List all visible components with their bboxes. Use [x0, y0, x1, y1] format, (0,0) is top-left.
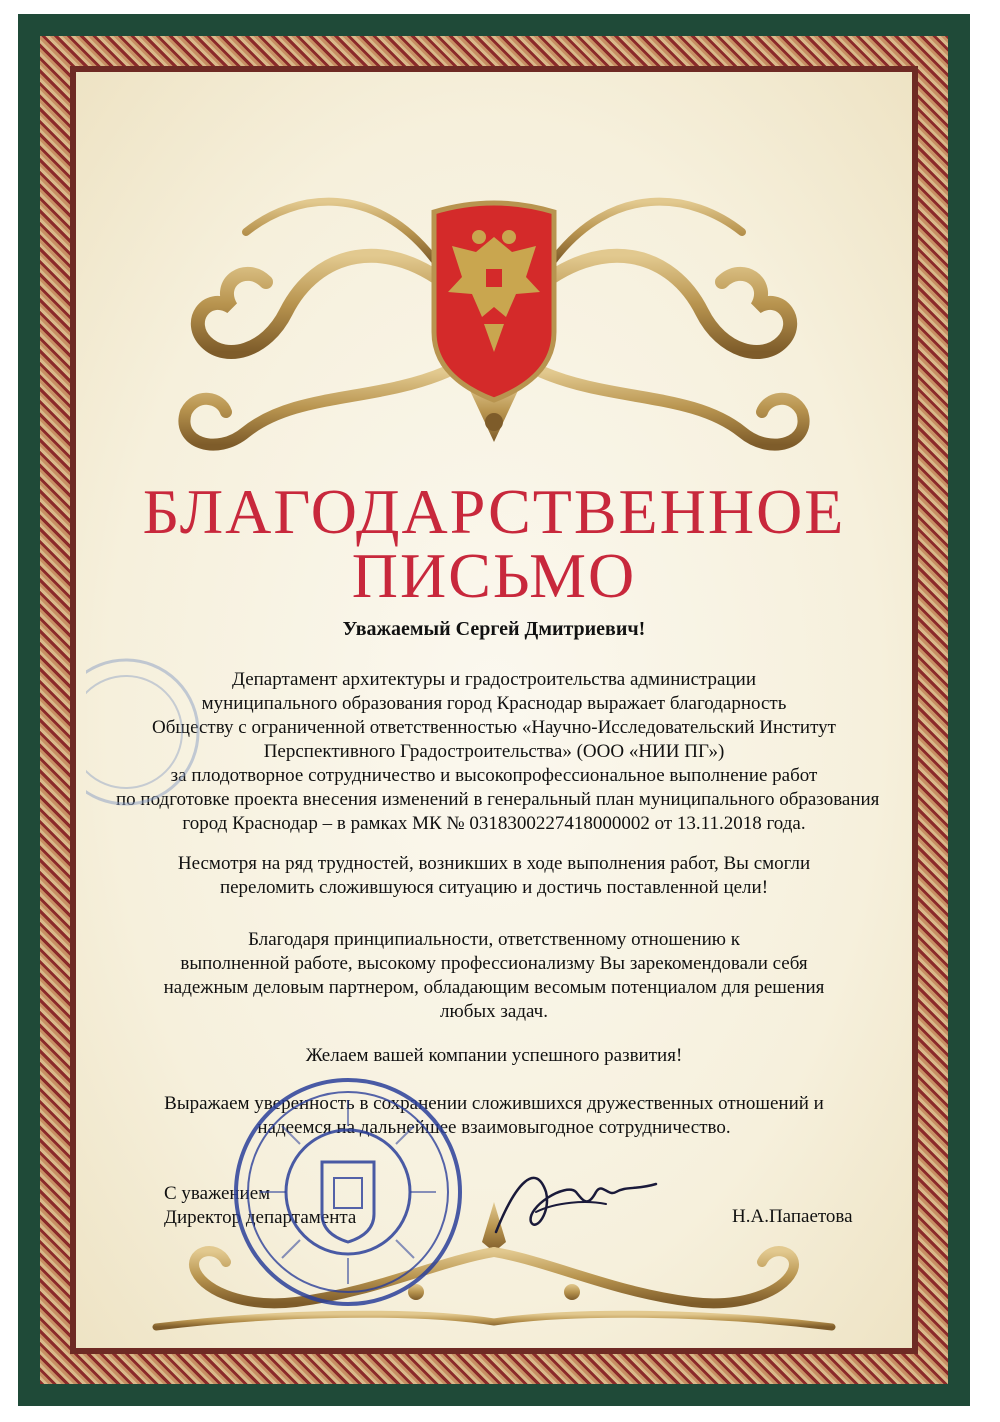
- signature-icon: [476, 1152, 676, 1252]
- text-line: надеемся на дальнейшее взаимовыгодное сотрудничество.: [257, 1117, 731, 1138]
- text-line: Обществу с ограниченной ответственностью «Научно-Исследовательский Институт: [152, 717, 836, 738]
- text-line: по подготовке проекта внесения изменений в генеральный план муниципального образования: [116, 789, 880, 810]
- letter-title-line-1: БЛАГОДАРСТВЕННОЕ: [142, 476, 846, 547]
- text-line: переломить сложившуюся ситуацию и достичь поставленной цели!: [219, 877, 769, 898]
- text-line: Желаем вашей компании успешного развития!: [305, 1045, 683, 1066]
- text-line: Несмотря на ряд трудностей, возникших в ходе выполнения работ, Вы смогли: [177, 853, 811, 874]
- text-line: муниципального образования город Краснодар выражает благодарность: [201, 693, 787, 714]
- text-line: выполненной работе, высокому профессионализму Вы зарекомендовали себя: [180, 953, 808, 974]
- letter-paper: [76, 72, 912, 1348]
- official-stamp-icon: [230, 1074, 466, 1310]
- text-line: Выражаем уверенность в сохранении сложившихся дружественных отношений и: [164, 1093, 824, 1114]
- paragraph-4: [116, 1044, 872, 1068]
- letter-title-line-2: ПИСЬМО: [351, 540, 637, 611]
- letter-sheet: [18, 14, 970, 1406]
- salutation: Уважаемый Сергей Дмитриевич!: [342, 618, 646, 640]
- text-line: Перспективного Градостроительства» (ООО «НИИ ПГ»): [263, 741, 725, 762]
- text-line: город Краснодар – в рамках МК № 0318300227418000002 от 13.11.2018 года.: [182, 813, 806, 834]
- signatory-name: Н.А.Папаетова: [732, 1206, 853, 1227]
- closing-line: С уважением: [164, 1183, 271, 1204]
- faded-stamp-icon: [86, 652, 216, 812]
- text-line: Благодаря принципиальности, ответственному отношению к: [248, 929, 740, 950]
- paragraph-1: [116, 668, 880, 836]
- paragraph-3: [116, 928, 872, 1024]
- paragraph-2: [116, 852, 872, 900]
- top-ornament-icon: [136, 142, 852, 482]
- signatory-position: Директор департамента: [164, 1207, 357, 1228]
- text-line: Департамент архитектуры и градостроительства администрации: [232, 669, 756, 690]
- text-line: надежным деловым партнером, обладающим весомым потенциалом для решения: [163, 977, 825, 998]
- text-line: за плодотворное сотрудничество и высокопрофессиональное выполнение работ: [170, 765, 818, 786]
- text-line: любых задач.: [440, 1001, 548, 1022]
